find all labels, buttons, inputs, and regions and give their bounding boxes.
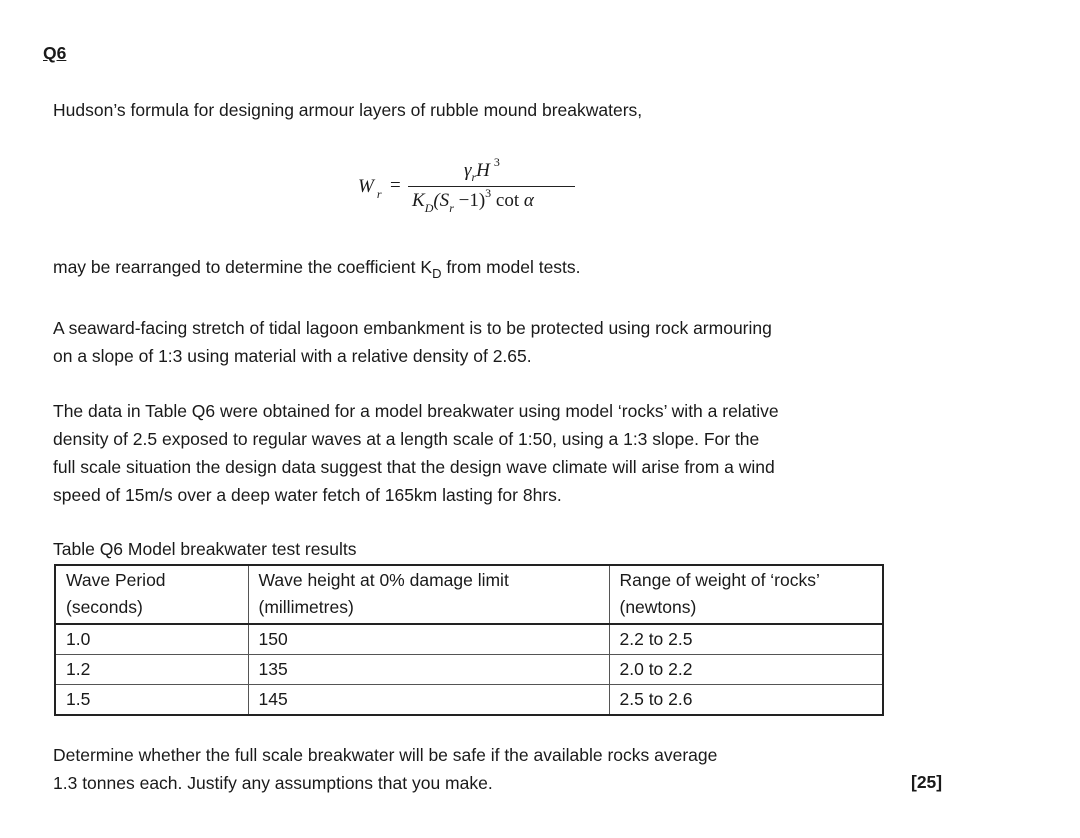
table-cell: 2.2 to 2.5 bbox=[609, 624, 883, 655]
fraction-bar bbox=[408, 186, 575, 187]
formula-denominator: $K_D(S_r -1)^3$ cot α bbox=[412, 186, 534, 215]
table-row bbox=[55, 624, 883, 655]
intro-text: Hudson’s formula for designing armour layers of rubble mound breakwaters, bbox=[53, 100, 643, 120]
question-label: Q6 bbox=[43, 43, 67, 63]
final-instruction: Determine whether the full scale breakwater will be safe if the available rocks average 1.3 tonnes each. Justify any assumptions that you make. bbox=[53, 745, 718, 793]
formula-lhs: W $_r$ bbox=[358, 176, 382, 201]
rearrange-text: may be rearranged to determine the coefficient $K_D$ from model tests. bbox=[53, 257, 581, 281]
table-header-cell: Wave height at 0% damage limit (millimetres) bbox=[248, 565, 609, 624]
formula-numerator: $\gamma_rH$ $^3$ bbox=[464, 155, 500, 184]
marks-label: [25] bbox=[911, 772, 943, 792]
table-caption: Table Q6 Model breakwater test results bbox=[53, 539, 357, 559]
table-cell: 1.5 bbox=[55, 685, 248, 716]
paragraph-embankment: A seaward-facing stretch of tidal lagoon embankment is to be protected using rock armouring on a slope of 1:3 using material with a relative density of 2.65. bbox=[53, 318, 772, 366]
formula-equals: = bbox=[390, 175, 401, 196]
table-header-cell: Wave Period (seconds) bbox=[55, 565, 248, 624]
table-cell: 150 bbox=[248, 624, 609, 655]
results-table bbox=[54, 564, 884, 716]
table-header-row bbox=[55, 565, 883, 624]
table-row bbox=[55, 655, 883, 685]
table-cell: 145 bbox=[248, 685, 609, 716]
table-cell: 2.0 to 2.2 bbox=[609, 655, 883, 685]
table-cell: 2.5 to 2.6 bbox=[609, 685, 883, 716]
table-cell: 1.2 bbox=[55, 655, 248, 685]
table-cell: 135 bbox=[248, 655, 609, 685]
hudson-formula bbox=[354, 150, 584, 220]
table-row bbox=[55, 685, 883, 716]
table-cell: 1.0 bbox=[55, 624, 248, 655]
paragraph-model-data: The data in Table Q6 were obtained for a model breakwater using model ‘rocks’ with a relative density of 2.5 exposed to regular waves at a length scale of 1:50, using a 1:3 slope. For the full scale situation the design data suggest that the design wave climate will arise from a wind speed of 15m/s over a deep water fetch of 165km lasting for 8hrs. bbox=[53, 401, 779, 505]
table-header-cell: Range of weight of ‘rocks’ (newtons) bbox=[609, 565, 883, 624]
